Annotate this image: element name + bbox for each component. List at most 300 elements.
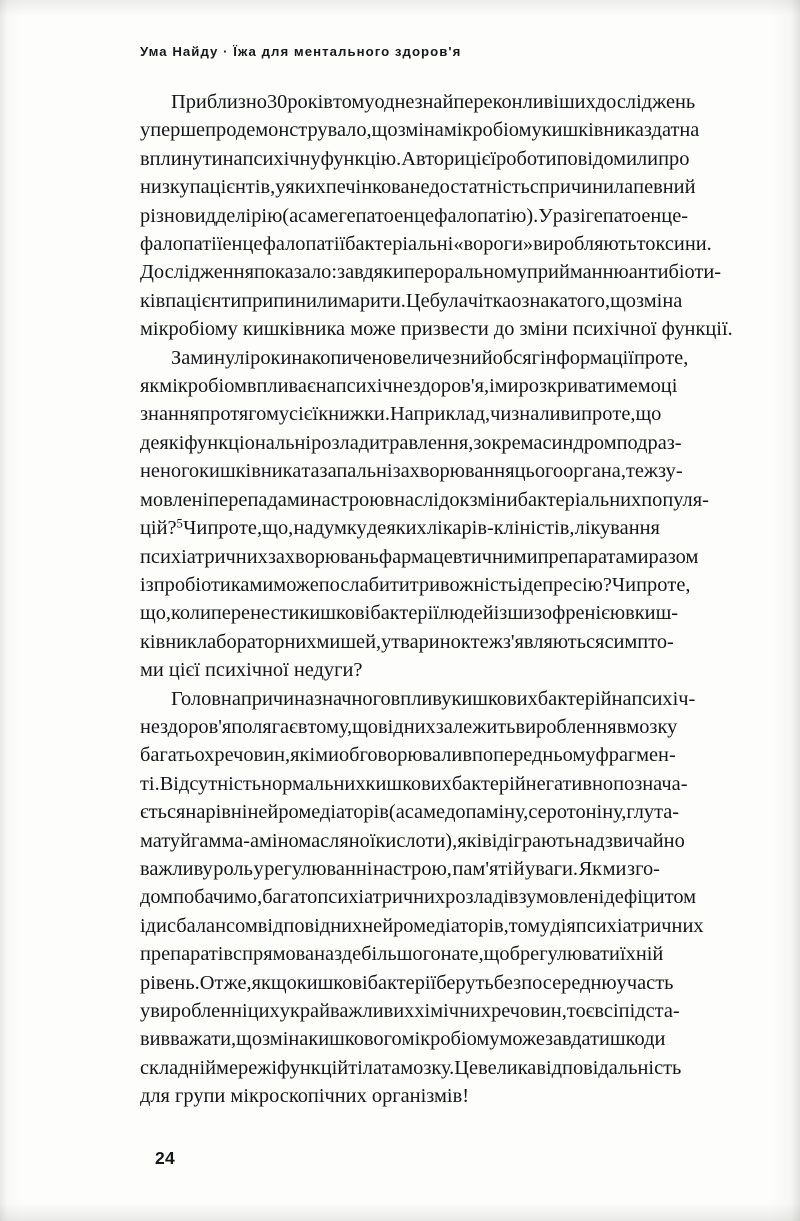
text-word: Це <box>405 289 430 312</box>
text-word: шкоди <box>609 1028 666 1051</box>
text-word: і <box>489 375 495 398</box>
text-word: складній <box>140 1056 217 1079</box>
text-word: перенести <box>210 602 300 625</box>
text-word: важливу <box>140 857 213 880</box>
text-word: «вороги» <box>453 233 534 256</box>
text-word: фармацевтичними <box>378 545 538 568</box>
text-word: виробленні <box>150 1000 248 1022</box>
text-word: обсяг <box>492 346 541 369</box>
text-word: мікробіом <box>159 375 247 398</box>
text-word: залежить <box>435 715 516 738</box>
text-word: уперше <box>140 119 206 142</box>
text-word: дія <box>550 914 576 937</box>
text-word: У <box>538 204 553 227</box>
text-word: травлення, <box>380 431 474 454</box>
text-word: бактерій <box>451 772 526 795</box>
text-line <box>140 713 678 741</box>
text-word: тому <box>508 914 551 937</box>
text-line <box>140 969 674 997</box>
text-word: того, <box>568 289 611 312</box>
text-word: украй <box>279 1000 331 1022</box>
text-word: може <box>273 573 319 596</box>
text-word: не <box>140 715 160 738</box>
text-word: тривожність <box>409 573 518 596</box>
text-line <box>140 912 704 940</box>
text-line <box>140 827 685 855</box>
text-word: мозку. <box>400 1056 455 1079</box>
text-word: шизофренією <box>507 602 626 625</box>
text-word: знання <box>140 403 200 426</box>
text-word: бактерії <box>370 602 439 625</box>
text-word: завдяки <box>337 261 404 284</box>
text-word: мережі <box>216 1056 277 1079</box>
text-word: психічну <box>242 147 321 170</box>
text-word: тому <box>332 91 375 113</box>
text-line: для групи мікроскопічних організмів! <box>140 1085 470 1108</box>
text-line <box>140 258 722 286</box>
text-word: Відсутність <box>159 772 262 795</box>
text-word: на <box>222 147 243 170</box>
text-word: значного <box>314 687 391 710</box>
text-word: теж <box>625 460 659 483</box>
text-word: гамма-аміномасляної <box>191 829 376 852</box>
text-word: у <box>381 630 392 653</box>
text-line <box>140 1025 666 1053</box>
text-word: беруть <box>436 971 494 994</box>
text-word: зокрема <box>473 431 543 454</box>
text-word: відіграють <box>482 829 575 852</box>
text-word: ці <box>660 375 678 398</box>
text-word: здоров'я <box>159 715 232 738</box>
text-word: (а <box>282 204 299 227</box>
text-line <box>140 400 660 428</box>
text-word: відповідальність <box>536 1056 682 1079</box>
text-word: ми <box>315 744 339 767</box>
text-line <box>140 514 660 542</box>
text-word: кишківника <box>541 119 644 142</box>
text-word: у <box>140 1000 151 1022</box>
text-word: киш- <box>634 602 679 625</box>
text-word: у <box>275 176 286 199</box>
text-word: завдати <box>544 1028 610 1051</box>
text-word: хімічних <box>414 1000 492 1022</box>
text-word: послабити <box>318 573 410 596</box>
text-word: те, <box>612 403 636 426</box>
text-word: в <box>462 744 472 767</box>
text-word: що <box>610 289 637 312</box>
text-word: накопичено <box>291 346 393 369</box>
text-word: повідомили <box>556 147 659 170</box>
text-word: роки <box>250 346 292 369</box>
text-word: енцефалопатії <box>222 233 346 256</box>
text-word: які <box>457 829 483 852</box>
text-word: минулі <box>190 346 251 369</box>
text-word: неного <box>140 460 200 483</box>
text-word: разі <box>552 204 586 227</box>
text-word: кишківника <box>199 460 302 483</box>
text-line: мікробіому кишківника може призвести до зміни психічної функції. <box>140 318 733 341</box>
text-word: в <box>616 715 627 738</box>
text-word: деяких <box>366 517 427 540</box>
text-line <box>140 173 696 201</box>
footnote-marker: 5 <box>176 516 183 531</box>
text-word: 30 <box>266 91 288 113</box>
text-line <box>140 457 683 485</box>
text-line <box>140 770 688 798</box>
text-word: інформації <box>540 346 634 369</box>
text-word: певний <box>633 176 696 199</box>
text-word: їхній <box>619 943 664 966</box>
text-word: Головна <box>171 687 241 710</box>
text-word: роль <box>213 857 253 880</box>
text-word: зу- <box>658 460 683 483</box>
text-word: функціональні <box>184 431 312 454</box>
text-word: Наприклад, <box>389 403 491 426</box>
text-word: серотоніну, <box>528 801 627 824</box>
text-word: розкриватимемо <box>518 375 661 398</box>
text-word: антибіоти- <box>628 261 722 284</box>
text-word: величезний <box>392 346 493 369</box>
text-word: запальні <box>319 460 393 483</box>
text-word: продемонструвало, <box>205 119 372 142</box>
text-line <box>140 543 699 571</box>
text-word: дефіцитом <box>604 886 697 909</box>
text-line <box>140 202 689 230</box>
text-word: нейромедіаторів, <box>362 914 509 937</box>
text-word: усієї <box>278 403 319 426</box>
text-word: Це <box>454 1056 479 1079</box>
text-word: відповідних <box>257 914 363 937</box>
text-word: пам'яті <box>452 857 513 880</box>
text-word: деякі <box>140 431 185 454</box>
text-line <box>140 486 709 514</box>
text-word: За <box>171 346 191 369</box>
text-line <box>140 997 680 1025</box>
text-word: фалопатії <box>140 233 223 256</box>
text-word: (а <box>388 801 405 824</box>
text-word: із <box>493 602 508 625</box>
text-line: ми цієї психічної недуги? <box>140 659 363 682</box>
text-word: ми <box>602 857 627 880</box>
text-word: настрою, <box>373 857 452 880</box>
text-word: Чи <box>611 573 637 596</box>
text-word: зміна <box>262 1028 309 1051</box>
text-word: здатна <box>643 119 700 142</box>
text-word: лікування <box>574 517 660 540</box>
text-word: уваги. <box>525 857 578 880</box>
text-word: депресію? <box>522 573 612 596</box>
text-word: здоров'я, <box>412 375 490 398</box>
text-word: та <box>382 1056 401 1079</box>
text-word: велика <box>478 1056 537 1079</box>
text-word: найпереконливіших <box>422 91 596 113</box>
text-word: є <box>585 1000 595 1022</box>
text-word: лікарів-кліністів, <box>426 517 575 540</box>
text-word: ті. <box>140 772 160 795</box>
text-line <box>140 685 696 713</box>
text-word: з'являються <box>502 630 605 653</box>
text-word: бактеріальні <box>345 233 454 256</box>
text-word: на <box>440 943 461 966</box>
text-word: допаміну, <box>445 801 529 824</box>
text-word: функцій <box>277 1056 349 1079</box>
text-word: нормальних <box>261 772 366 795</box>
text-word: настрою <box>310 488 385 511</box>
text-word: токсини. <box>636 233 712 256</box>
text-word: книжки. <box>318 403 390 426</box>
text-word: й <box>513 857 525 880</box>
text-word: підста- <box>618 1000 680 1022</box>
text-word: багатьох <box>140 744 215 767</box>
text-word: років <box>287 91 333 113</box>
text-word: Як <box>578 857 603 880</box>
text-word: то <box>566 1000 586 1022</box>
text-line <box>140 230 712 258</box>
text-word: органа, <box>563 460 626 483</box>
text-word: полягає <box>231 715 298 738</box>
text-word: що <box>352 715 379 738</box>
text-word: те, <box>665 346 689 369</box>
text-word: що <box>635 403 662 426</box>
text-line <box>140 116 700 144</box>
text-word: психіатричних <box>140 545 268 568</box>
text-word: бактерії <box>367 971 437 994</box>
text-word: психічне <box>335 375 413 398</box>
paragraph-2 <box>140 344 709 685</box>
text-word: на <box>611 687 632 710</box>
text-word: та <box>301 460 320 483</box>
text-word: вважати, <box>160 1028 237 1051</box>
text-word: рівень. <box>140 971 200 994</box>
text-word: може <box>499 1028 545 1051</box>
text-word: лабораторних <box>196 630 317 653</box>
text-word: ківник <box>140 630 197 653</box>
text-word: мовлені <box>140 488 209 511</box>
text-word: як <box>140 375 160 398</box>
text-word: пробіотиками <box>153 573 274 596</box>
text-word: одне <box>374 91 415 113</box>
text-word: обговорювали <box>338 744 463 767</box>
text-word: що, <box>262 517 294 540</box>
text-line <box>140 628 674 656</box>
text-word: негативно <box>525 772 614 795</box>
text-word: марити. <box>338 289 406 312</box>
text-word: якщо <box>251 971 297 994</box>
text-word: позначa- <box>613 772 688 795</box>
text-word: рівні <box>205 801 248 824</box>
text-word: пероральному <box>403 261 527 284</box>
text-word: розладів <box>445 886 519 909</box>
text-word: кишкові <box>296 971 368 994</box>
text-word: недостатність <box>409 176 530 199</box>
text-word: й <box>180 829 192 852</box>
text-line <box>140 599 679 627</box>
paragraph-3 <box>140 685 704 1111</box>
text-line <box>140 571 691 599</box>
text-line <box>140 883 697 911</box>
text-word: про <box>633 346 666 369</box>
text-word: мікробіому <box>443 119 542 142</box>
text-word: і <box>517 573 523 596</box>
text-word: низку <box>140 176 190 199</box>
text-word: пацієнти <box>165 289 242 312</box>
text-word: регулюванні <box>264 857 373 880</box>
text-word: попередньому <box>472 744 596 767</box>
text-word: на <box>293 517 314 540</box>
text-word: вплинути <box>140 147 223 170</box>
text-word: зго- <box>627 857 660 880</box>
text-word: захворювань <box>267 545 379 568</box>
text-word: показало: <box>253 261 338 284</box>
text-word: на <box>185 801 206 824</box>
text-word: багато <box>262 886 318 909</box>
text-line <box>140 344 689 372</box>
text-word: пацієнтів, <box>189 176 276 199</box>
text-word: прийманню <box>526 261 629 284</box>
text-word: синдром <box>542 431 617 454</box>
text-word: з <box>414 91 423 113</box>
text-word: в <box>625 602 635 625</box>
text-word: Приблизно <box>171 91 267 113</box>
text-word: дом <box>140 886 174 909</box>
text-word: цій?$^5$ <box>140 516 183 540</box>
text-word: причина <box>240 687 315 710</box>
page-number: 24 <box>155 1148 176 1168</box>
text-word: речовин, <box>491 1000 567 1022</box>
text-word: речовин, <box>214 744 291 767</box>
body-text <box>140 88 733 1111</box>
text-word: психіч- <box>631 687 696 710</box>
text-word: Чи <box>183 517 208 540</box>
text-line <box>140 287 683 315</box>
text-word: яких <box>285 176 326 199</box>
text-word: Дослідження <box>140 261 254 284</box>
text-word: про <box>636 573 668 596</box>
text-word: зумовлені <box>518 886 605 909</box>
text-word: чітка <box>467 289 512 312</box>
text-word: тваринок <box>391 630 471 653</box>
text-word: побачимо, <box>173 886 263 909</box>
text-word: те, <box>667 573 691 596</box>
text-word: дисбалансом <box>145 914 258 937</box>
text-line <box>140 429 682 457</box>
running-head: Ума Найду · Їжа для ментального здоров'я <box>140 44 462 59</box>
text-word: бактерій <box>537 687 612 710</box>
text-word: думку <box>313 517 367 540</box>
text-word: вироблення <box>515 715 617 738</box>
text-word: важливих <box>330 1000 415 1022</box>
text-word: мікробіому <box>401 1028 500 1051</box>
text-word: зміни <box>469 488 518 511</box>
text-word: функцію. <box>320 147 402 170</box>
text-word: регулювати <box>519 943 620 966</box>
text-word: цього <box>514 460 564 483</box>
text-word: тіла <box>348 1056 383 1079</box>
paragraph-1 <box>140 88 733 344</box>
text-word: виробляють <box>533 233 637 256</box>
text-word: надзвичайно <box>574 829 685 852</box>
text-word: про <box>581 403 613 426</box>
text-word: що <box>371 119 398 142</box>
text-line <box>140 1054 682 1082</box>
text-word: зміна <box>636 289 683 312</box>
text-word: безпосередню <box>493 971 617 994</box>
text-word: про <box>207 517 239 540</box>
text-word: делірію <box>215 204 283 227</box>
text-word: і <box>140 914 146 937</box>
text-word: кишкові <box>299 602 371 625</box>
text-word: у <box>253 857 264 880</box>
text-word: те, <box>460 943 484 966</box>
text-word: тому, <box>307 715 353 738</box>
text-word: всі <box>594 1000 619 1022</box>
text-word: на <box>315 375 336 398</box>
text-word: була <box>429 289 468 312</box>
text-word: Отже, <box>199 971 252 994</box>
text-word: щоб <box>483 943 520 966</box>
text-word: припинили <box>241 289 338 312</box>
text-word: них <box>403 715 436 738</box>
text-word: фрагмен- <box>595 744 676 767</box>
text-word: теж <box>470 630 503 653</box>
text-word: мату <box>140 829 181 852</box>
text-word: із <box>140 573 154 596</box>
text-word: бактеріальних <box>517 488 642 511</box>
text-word: нейромедіаторів <box>247 801 389 824</box>
text-word: захворювання <box>392 460 515 483</box>
text-word: цих <box>247 1000 280 1022</box>
text-word: Автори <box>401 147 466 170</box>
text-word: різновид <box>140 204 216 227</box>
text-line <box>140 741 676 769</box>
text-word: те, <box>239 517 263 540</box>
text-line <box>140 855 660 883</box>
text-word: кишкових <box>451 687 538 710</box>
text-word: препаратів <box>140 943 234 966</box>
text-word: які <box>290 744 316 767</box>
text-word: психіатричних <box>317 886 446 909</box>
text-word: ознака <box>511 289 569 312</box>
text-word: участь <box>616 971 674 994</box>
text-word: кишкових <box>365 772 452 795</box>
text-word: протягом <box>199 403 279 426</box>
text-word: ється <box>140 801 186 824</box>
text-word: перепадами <box>208 488 311 511</box>
text-line <box>140 145 690 173</box>
text-word: мишей, <box>316 630 382 653</box>
text-line <box>140 940 664 968</box>
text-word: від <box>378 715 404 738</box>
text-word: кислоти), <box>375 829 458 852</box>
text-word: глута- <box>626 801 680 824</box>
text-word: спрямована <box>233 943 335 966</box>
text-word: разом <box>648 545 699 568</box>
text-word: людей <box>438 602 494 625</box>
text-word: коли <box>171 602 211 625</box>
text-word: що, <box>140 602 171 625</box>
text-word: ків <box>140 289 166 312</box>
text-word: симпто- <box>604 630 674 653</box>
text-word: популя- <box>641 488 709 511</box>
text-word: препаратами <box>537 545 649 568</box>
text-word: саме <box>404 801 446 824</box>
text-word: досліджень <box>595 91 696 113</box>
text-word: ви <box>560 403 582 426</box>
text-line <box>140 88 696 116</box>
text-word: знали <box>511 403 561 426</box>
text-word: гепатоенцефалопатію). <box>338 204 539 227</box>
text-word: зміна <box>397 119 444 142</box>
